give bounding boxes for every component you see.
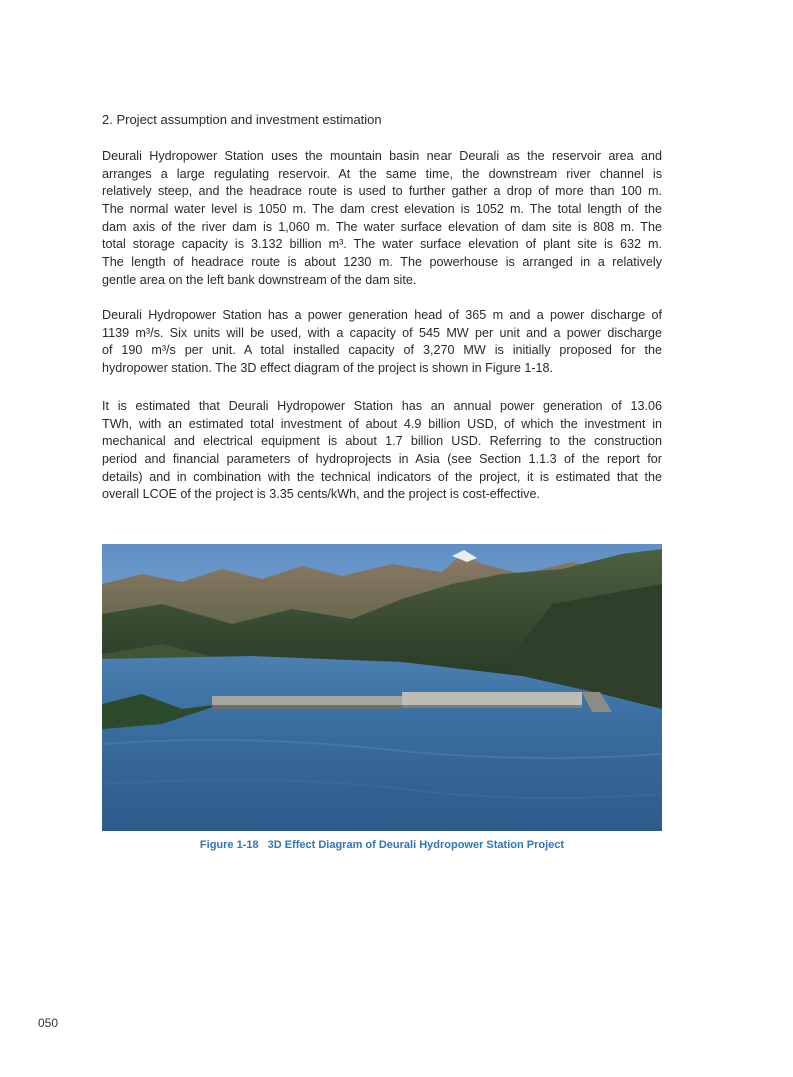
section-heading: 2. Project assumption and investment estimation (102, 112, 382, 127)
text-line: Deurali Hydropower Station uses the mountain basin near Deurali as the reservoir area and (102, 149, 662, 163)
text-line: 1139 m³/s. Six units will be used, with a capacity of 545 MW per unit and a power discharge (102, 325, 662, 340)
text-line: TWh, with an estimated total investment of about 4.9 billion USD, of which the investment in (102, 416, 662, 431)
figure-caption (102, 839, 662, 851)
text-line: It is estimated that Deurali Hydropower Station has an annual power generation of 13.06 (102, 399, 662, 413)
text-line: of 190 m³/s per unit. A total installed capacity of 3,270 MW is initially proposed for the (102, 343, 662, 358)
text-line: The normal water level is 1050 m. The dam crest elevation is 1052 m. The total length of the (102, 202, 662, 217)
text-line: relatively steep, and the headrace route is used to further gather a drop of more than 100 m. (102, 184, 662, 199)
page-number: 050 (38, 1016, 59, 1030)
text-line: details) and in combination with the technical indicators of the project, it is estimated that the (102, 469, 662, 484)
text-line: hydropower station. The 3D effect diagram of the project is shown in Figure 1-18. (102, 361, 554, 376)
paragraph-reservoir (102, 148, 662, 290)
paragraph-investment (102, 398, 662, 504)
text-line: dam axis of the river dam is 1,060 m. The water surface elevation of dam site is 808 m. The (102, 219, 662, 234)
text-line: total storage capacity is 3.132 billion m³. The water surface elevation of plant site is 632 m. (102, 237, 662, 252)
text-line: arranges a large regulating reservoir. At the same time, the downstream river channel is (102, 166, 662, 181)
text-line: Deurali Hydropower Station has a power generation head of 365 m and a power discharge of (102, 308, 662, 322)
paragraph-capacity (102, 307, 662, 378)
text-line: gentle area on the left bank downstream of the dam site. (102, 272, 417, 287)
figure-title: 3D Effect Diagram of Deurali Hydropower Station Project (267, 839, 565, 851)
text-line: period and financial parameters of hydroprojects in Asia (see Section 1.1.3 of the report for (102, 452, 662, 467)
text-line: overall LCOE of the project is 3.35 cents/kWh, and the project is cost-effective. (102, 487, 540, 502)
dam-3d-rendering (102, 544, 662, 831)
text-line: The length of headrace route is about 1230 m. The powerhouse is arranged in a relatively (102, 255, 662, 270)
text-line: mechanical and electrical equipment is about 1.7 billion USD. Referring to the construction (102, 434, 662, 449)
figure-number: Figure 1-18 (199, 839, 259, 851)
